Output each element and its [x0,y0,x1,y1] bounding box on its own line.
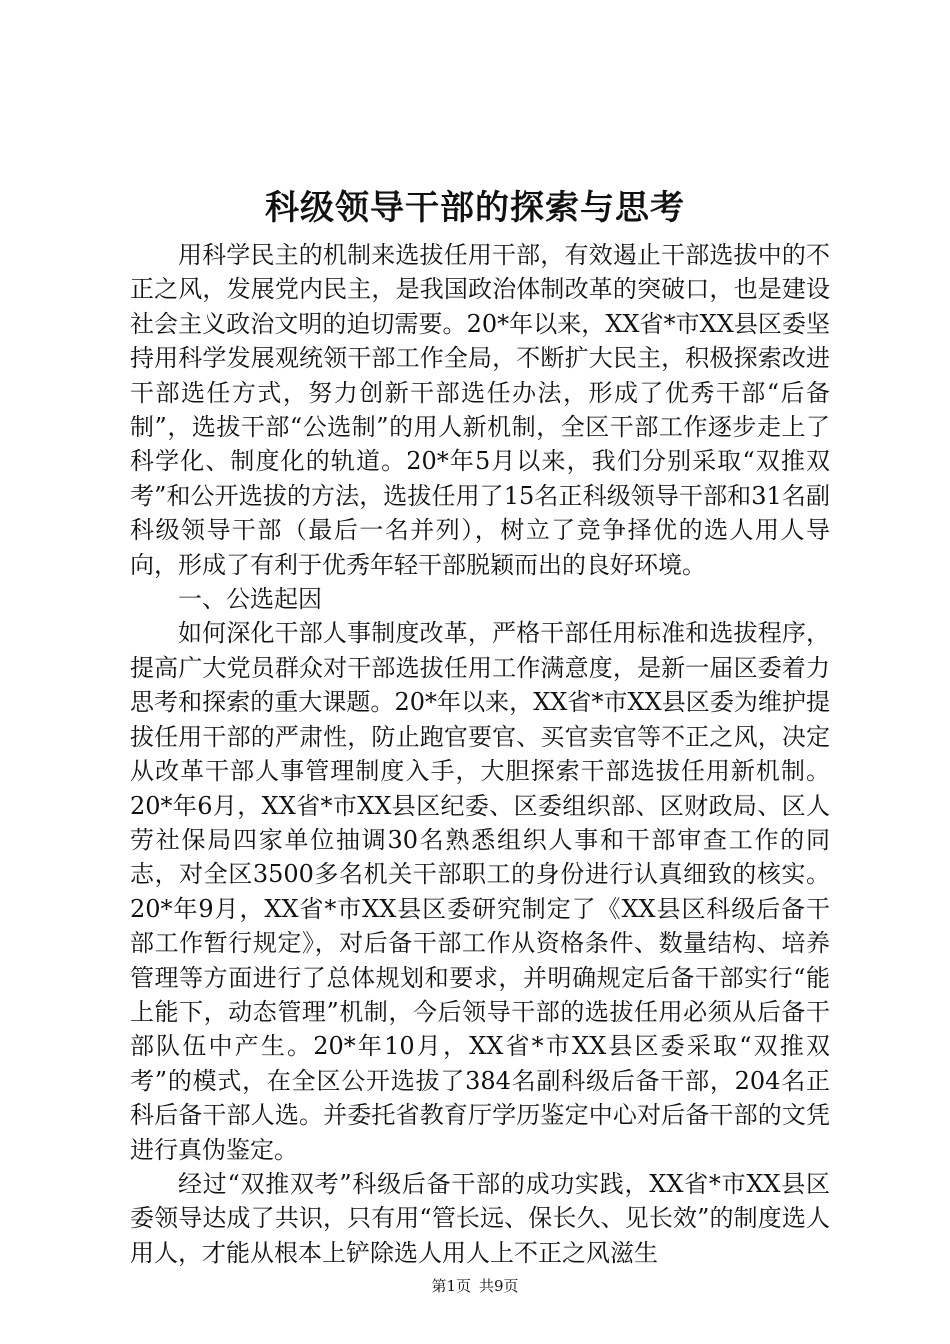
paragraph-intro: 用科学民主的机制来选拔任用干部，有效遏止干部选拔中的不正之风，发展党内民主，是我国政治体制改革的突破口，也是建设社会主义政治文明的迫切需要。20*年以来，XX省*市XX县区委坚持用科学发展观统领干部工作全局，不断扩大民主，积极探索改进干部选任方式，努力创新干部选任办法，形成了优秀干部“后备制”，选拔干部“公选制”的用人新机制，全区干部工作逐步走上了科学化、制度化的轨道。20*年5月以来，我们分别采取“双推双考”和公开选拔的方法，选拔任用了15名正科级领导干部和31名副科级领导干部（最后一名并列），树立了竞争择优的选人用人导向，形成了有利于优秀年轻干部脱颖而出的良好环境。 [130,241,830,579]
page-total: 共9页 [479,1277,519,1295]
paragraph-background: 如何深化干部人事制度改革，严格干部任用标准和选拔程序，提高广大党员群众对干部选拔任用工作满意度，是新一届区委着力思考和探索的重大课题。20*年以来，XX省*市XX县区委为维护提拔任用干部的严肃性，防止跑官要官、买官卖官等不正之风，决定从改革干部人事管理制度入手，大胆探索干部选拔任用新机制。20*年6月，XX省*市XX县区纪委、区委组织部、区财政局、区人劳社保局四家单位抽调30名熟悉组织人事和干部审查工作的同志，对全区3500多名机关干部职工的身份进行认真细致的核实。20*年9月，XX省*市XX县区委研究制定了《XX县区科级后备干部工作暂行规定》，对后备干部工作从资格条件、数量结构、培养管理等方面进行了总体规划和要求，并明确规定后备干部实行“能上能下，动态管理”机制，今后领导干部的选拔任用必须从后备干部队伍中产生。20*年10月，XX省*市XX县区委采取“双推双考”的模式，在全区公开选拔了384名副科级后备干部，204名正科后备干部人选。并委托省教育厅学历鉴定中心对后备干部的文凭进行真伪鉴定。 [130,619,830,1164]
page-number: 第1页 [431,1277,471,1295]
section-heading: 一、公选起因 [178,585,322,614]
page-footer [0,1276,950,1296]
document-title: 科级领导干部的探索与思考 [265,188,685,228]
document-body [130,238,830,1270]
paragraph-consensus: 经过“双推双考”科级后备干部的成功实践，XX省*市XX县区委领导达成了共识，只有用“管长远、保长久、见长效”的制度选人用人，才能从根本上铲除选人用人上不正之风滋生 [130,1169,830,1267]
